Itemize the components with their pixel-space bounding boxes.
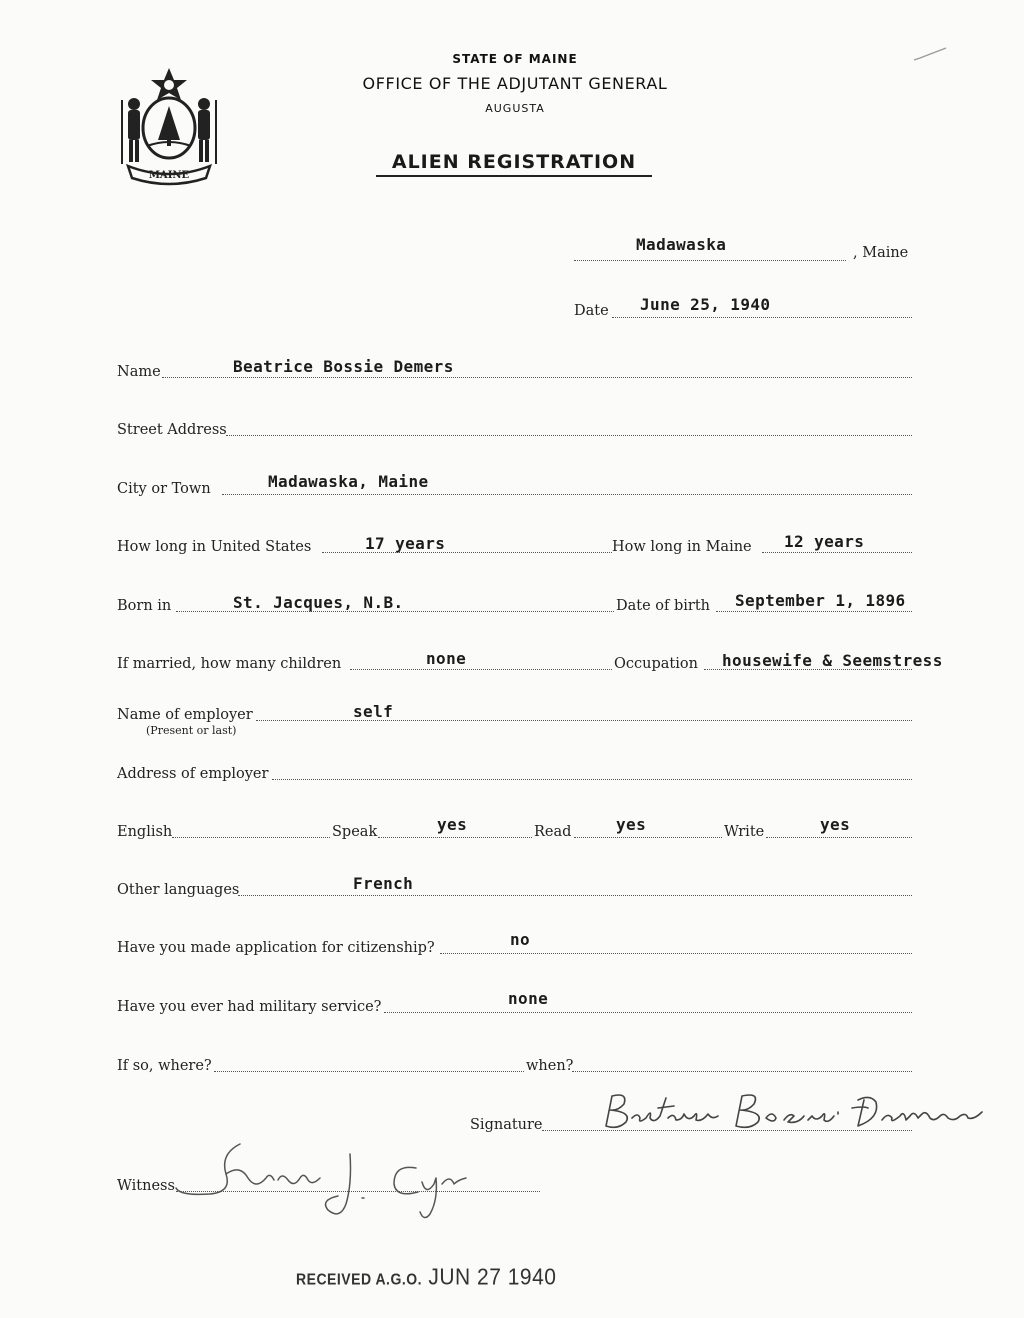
state-heading: STATE OF MAINE — [452, 52, 578, 66]
state-seal-icon — [114, 66, 224, 186]
when-line — [572, 1071, 912, 1072]
employer-address-label: Address of employer — [117, 766, 269, 782]
signature-label: Signature — [470, 1117, 543, 1133]
dob-line — [716, 611, 912, 612]
born-label: Born in — [117, 598, 172, 614]
employer-address-line — [272, 779, 912, 780]
other-languages-line — [238, 895, 912, 896]
citizenship-label: Have you made application for citizenship? — [117, 940, 435, 956]
maine-time-line — [762, 552, 912, 553]
citizenship-line — [440, 953, 912, 954]
write-label: Write — [724, 824, 765, 840]
place-suffix: , Maine — [853, 245, 909, 261]
maine-time-label: How long in Maine — [612, 539, 752, 555]
city-value: Madawaska, Maine — [268, 472, 429, 491]
where-line — [214, 1071, 524, 1072]
employer-label: Name of employer — [117, 707, 253, 723]
form-title: ALIEN REGISTRATION — [376, 151, 652, 177]
city-heading: AUGUSTA — [485, 102, 545, 115]
occupation-value: housewife & Seemstress — [722, 651, 943, 670]
place-value: Madawaska — [636, 235, 727, 254]
witness-label: Witness — [117, 1178, 175, 1194]
received-stamp — [296, 1265, 556, 1292]
children-value: none — [426, 649, 467, 668]
occupation-label: Occupation — [614, 656, 698, 672]
english-line — [172, 837, 330, 838]
speak-label: Speak — [332, 824, 378, 840]
dob-value: September 1, 1896 — [735, 591, 906, 610]
date-line — [612, 317, 912, 318]
employer-sublabel: (Present or last) — [146, 724, 237, 737]
street-line — [226, 435, 912, 436]
read-line — [574, 837, 722, 838]
name-value: Beatrice Bossie Demers — [233, 357, 454, 376]
street-label: Street Address — [117, 422, 227, 438]
other-languages-label: Other languages — [117, 882, 240, 898]
date-label: Date — [574, 303, 609, 319]
military-value: none — [508, 989, 549, 1008]
children-label: If married, how many children — [117, 656, 342, 672]
read-value: yes — [616, 815, 647, 834]
military-line — [384, 1012, 912, 1013]
write-value: yes — [820, 815, 851, 834]
speak-line — [378, 837, 532, 838]
name-line — [162, 377, 912, 378]
maine-time-value: 12 years — [784, 532, 865, 551]
english-label: English — [117, 824, 173, 840]
city-line — [222, 494, 912, 495]
write-line — [766, 837, 912, 838]
employer-value: self — [353, 702, 394, 721]
stamp-date: JUN 27 1940 — [428, 1264, 557, 1291]
date-value: June 25, 1940 — [640, 295, 771, 314]
signature-handwriting — [588, 1086, 988, 1136]
us-time-label: How long in United States — [117, 539, 312, 555]
check-mark-icon — [912, 44, 948, 64]
where-label: If so, where? — [117, 1058, 212, 1074]
city-label: City or Town — [117, 481, 211, 497]
place-line — [574, 260, 846, 261]
born-value: St. Jacques, N.B. — [233, 593, 404, 612]
us-time-value: 17 years — [365, 534, 446, 553]
children-line — [350, 669, 612, 670]
witness-handwriting — [170, 1134, 490, 1224]
other-languages-value: French — [353, 874, 414, 893]
read-label: Read — [534, 824, 572, 840]
speak-value: yes — [437, 815, 468, 834]
dob-label: Date of birth — [616, 598, 711, 614]
citizenship-value: no — [510, 930, 531, 949]
when-label: when? — [526, 1058, 574, 1074]
stamp-prefix: RECEIVED A.G.O. — [296, 1270, 423, 1289]
military-label: Have you ever had military service? — [117, 999, 382, 1015]
seal-word: MAINE — [148, 170, 190, 181]
name-label: Name — [117, 364, 161, 380]
office-heading: OFFICE OF THE ADJUTANT GENERAL — [362, 74, 668, 93]
